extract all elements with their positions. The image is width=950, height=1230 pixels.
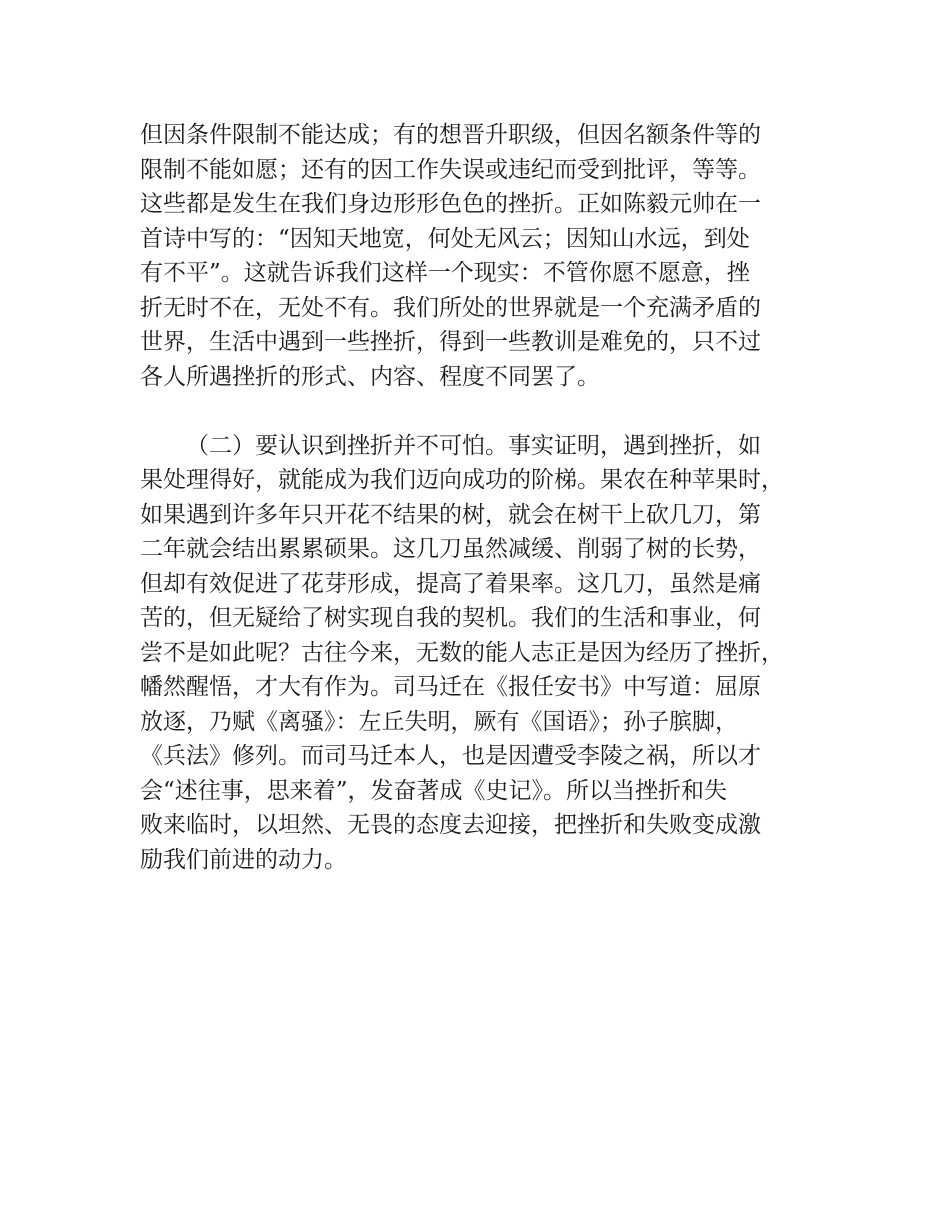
text-line: 这些都是发生在我们身边形形色色的挫折。正如陈毅元帅在一 <box>140 191 761 217</box>
text-line: 二年就会结出累累硕果。这几刀虽然减缓、削弱了树的长势， <box>140 536 761 562</box>
text-line: （二）要认识到挫折并不可怕。事实证明，遇到挫折，如 <box>186 432 761 459</box>
text-line: 放逐，乃赋《离骚》：左丘失明，厥有《国语》；孙子膑脚， <box>140 708 738 735</box>
paragraph-2 <box>140 429 820 878</box>
text-line: 限制不能如愿；还有的因工作失误或违纪而受到批评，等等。 <box>140 156 761 183</box>
text-line: 败来临时，以坦然、无畏的态度去迎接，把挫折和失败变成激 <box>140 812 761 838</box>
text-line: 会“述往事，思来着”，发奋著成《史记》。所以当挫折和失 <box>140 777 728 804</box>
text-line: 苦的，但无疑给了树实现自我的契机。我们的生活和事业，何 <box>140 605 761 631</box>
paragraph-1 <box>140 118 820 394</box>
text-line: 但因条件限制不能达成；有的想晋升职级，但因名额条件等的 <box>140 122 761 148</box>
text-line: 首诗中写的：“因知天地宽，何处无风云；因知山水远，到处 <box>140 225 750 252</box>
text-line: 折无时不在，无处不有。我们所处的世界就是一个充满矛盾的 <box>140 294 761 321</box>
text-line: 各人所遇挫折的形式、内容、程度不同罢了。 <box>140 363 600 390</box>
text-line: 但却有效促进了花芽形成，提高了着果率。这几刀，虽然是痛 <box>140 570 761 597</box>
text-line: 世界，生活中遇到一些挫折，得到一些教训是难免的，只不过 <box>140 329 761 355</box>
text-line: 励我们前进的动力。 <box>140 846 347 873</box>
text-line: 如果遇到许多年只开花不结果的树，就会在树干上砍几刀，第 <box>140 501 761 528</box>
text-line: 尝不是如此呢？古往今来，无数的能人志正是因为经历了挫折， <box>140 639 784 666</box>
text-line: 果处理得好，就能成为我们迈向成功的阶梯。果农在种苹果时， <box>140 467 784 493</box>
paragraph-gap <box>140 394 820 429</box>
text-line: 《兵法》修列。而司马迁本人，也是因遭受李陵之祸，所以才 <box>140 743 761 769</box>
text-line: 有不平”。这就告诉我们这样一个现实：不管你愿不愿意，挫 <box>140 260 750 286</box>
text-line: 幡然醒悟，才大有作为。司马迁在《报任安书》中写道：屈原 <box>140 674 761 700</box>
document-body <box>140 118 820 877</box>
